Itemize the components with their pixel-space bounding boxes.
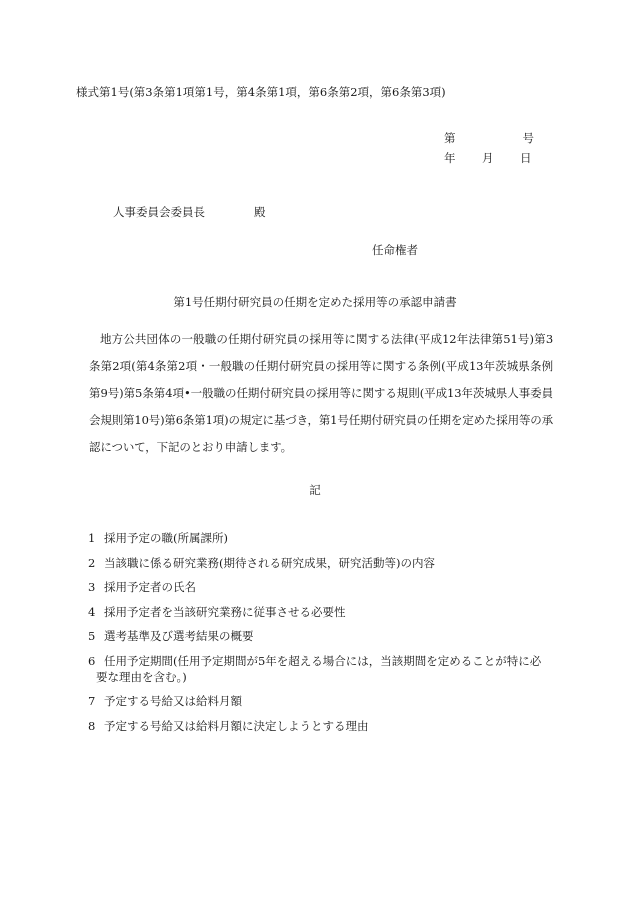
document-number-suffix: 号 <box>522 131 534 145</box>
item-text: 採用予定者の氏名 <box>104 580 196 594</box>
item-number: 4 <box>88 604 96 619</box>
item-text: 予定する号給又は給料月額 <box>104 694 242 708</box>
item-text: 採用予定者を当該研究業務に従事させる必要性 <box>104 604 346 619</box>
item-text: 当該職に係る研究業務(期待される研究成果，研究活動等)の内容 <box>104 555 435 570</box>
item-number: 8 <box>88 718 96 733</box>
list-item <box>88 530 558 546</box>
item-text-continuation: 要な理由を含む。) <box>96 669 187 684</box>
item-list <box>88 530 558 742</box>
document-date <box>444 150 534 166</box>
item-text: 選考基準及び選考結果の概要 <box>104 629 254 643</box>
item-number: 2 <box>88 555 96 570</box>
document-number <box>444 130 534 146</box>
date-day: 日 <box>520 151 532 165</box>
item-number: 6 <box>88 653 96 668</box>
addressee-honorific: 殿 <box>254 205 266 219</box>
appointer: 任命権者 <box>372 243 418 257</box>
addressee: 人事委員会委員長 <box>113 205 205 219</box>
item-number: 1 <box>88 531 96 545</box>
list-item <box>88 628 558 644</box>
body-paragraph: 地方公共団体の一般職の任期付研究員の採用等に関する法律(平成12年法律第51号)第3条第2項(第4条第2項・一般職の任期付研究員の採用等に関する条例(平成13年茨城県条例第9号)第5条第4項•一般職の任期付研究員の採用等に関する規則(平成13年茨城県人事委員会規則第10号)第6条第1項)の規定に基づき，第1号任期付研究員の任期を定めた採用等の承認について，下記のとおり申請します。 <box>89 332 553 454</box>
item-number: 7 <box>88 694 96 708</box>
item-text-block <box>96 653 558 685</box>
item-number: 5 <box>88 629 96 643</box>
ki-heading: 記 <box>309 483 321 497</box>
list-item <box>88 693 558 709</box>
list-item <box>88 604 558 620</box>
form-number: 様式第1号(第3条第1項第1号，第4条第1項，第6条第2項，第6条第3項) <box>76 85 446 99</box>
date-month: 月 <box>482 151 494 165</box>
item-text: 任用予定期間(任用予定期間が5年を超える場合には，当該期間を定めることが特に必 <box>104 653 542 668</box>
list-item <box>88 555 558 571</box>
item-number: 3 <box>88 580 96 594</box>
item-text: 採用予定の職(所属課所) <box>104 531 228 545</box>
item-text: 予定する号給又は給料月額に決定しようとする理由 <box>104 718 369 733</box>
document-title: 第1号任期付研究員の任期を定めた採用等の承認申請書 <box>173 295 457 309</box>
date-year: 年 <box>444 151 456 165</box>
list-item <box>88 579 558 595</box>
list-item <box>88 653 558 685</box>
list-item <box>88 718 558 734</box>
document-number-prefix: 第 <box>444 131 456 145</box>
